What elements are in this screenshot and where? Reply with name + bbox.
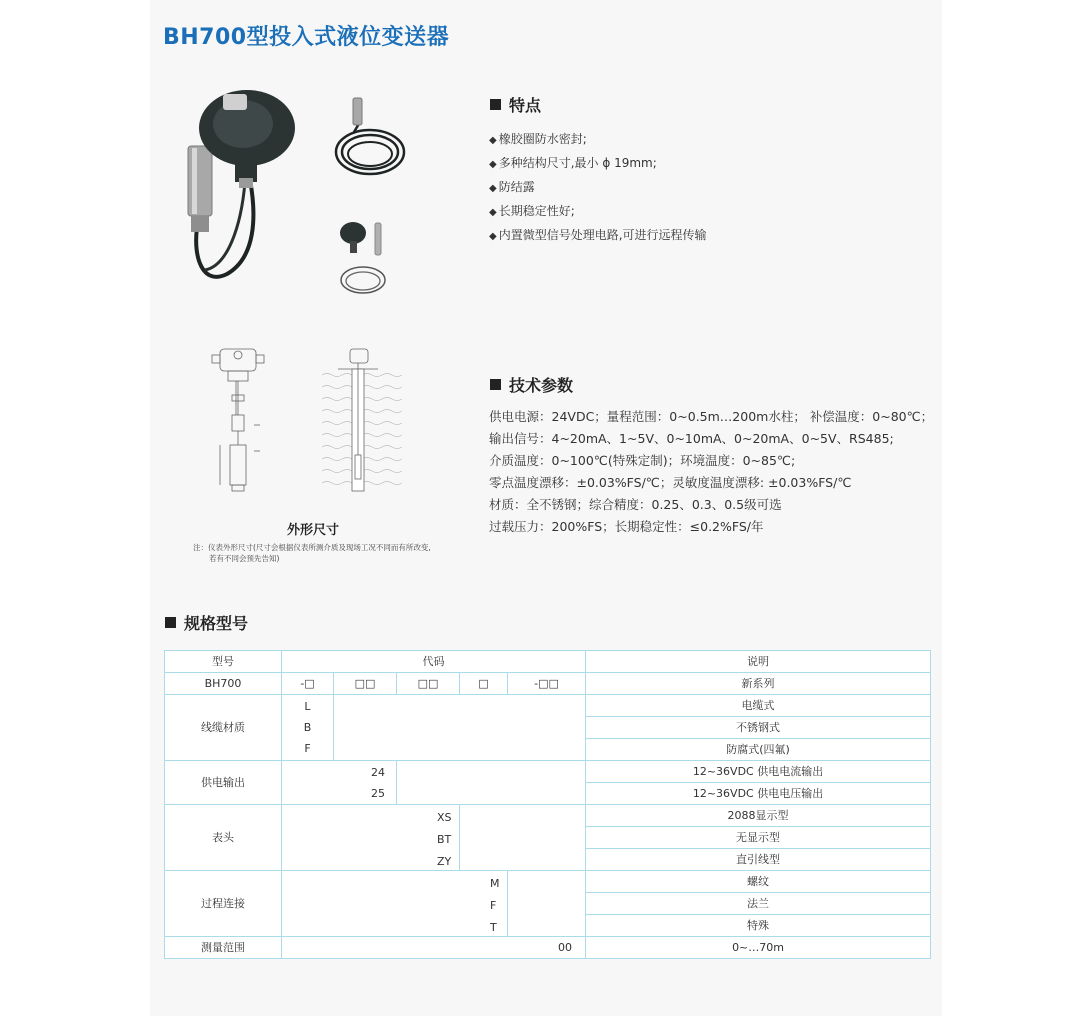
desc-cell: 不锈钢式 bbox=[586, 717, 931, 739]
table-row bbox=[165, 871, 931, 893]
header-desc: 说明 bbox=[586, 651, 931, 673]
feature-item: ◆ 内置微型信号处理电路,可进行远程传输 bbox=[489, 228, 707, 242]
table-row bbox=[165, 761, 931, 783]
code-cell: □ bbox=[460, 673, 508, 695]
code-list: 24 25 bbox=[282, 761, 397, 805]
feature-item: ◆ 防结露 bbox=[489, 180, 535, 194]
desc-cell: 特殊 bbox=[586, 915, 931, 937]
dimension-drawing-front bbox=[198, 345, 278, 497]
tech-line: 过载压力：200%FS；长期稳定性：≤0.2%FS/年 bbox=[489, 519, 764, 534]
tech-params bbox=[489, 406, 933, 538]
dimension-drawing-installation bbox=[318, 345, 403, 495]
blank-cell bbox=[397, 761, 586, 805]
table-row-model bbox=[165, 673, 931, 695]
desc-cell: 0~…70m bbox=[586, 937, 931, 959]
desc-cell: 新系列 bbox=[586, 673, 931, 695]
group-label: 线缆材质 bbox=[165, 695, 282, 761]
dimensions-caption: 外形尺寸 bbox=[287, 523, 340, 538]
table-row bbox=[165, 937, 931, 959]
table-row bbox=[165, 695, 931, 717]
blank-cell bbox=[334, 695, 586, 761]
feature-item: ◆ 橡胶圈防水密封; bbox=[489, 132, 587, 146]
feature-item: ◆ 长期稳定性好; bbox=[489, 204, 575, 218]
group-label: 过程连接 bbox=[165, 871, 282, 937]
desc-cell: 法兰 bbox=[586, 893, 931, 915]
code-list: L B F bbox=[282, 695, 334, 761]
group-label: 供电输出 bbox=[165, 761, 282, 805]
code-list: 00 bbox=[282, 937, 586, 959]
cable-probe-photo bbox=[330, 92, 410, 182]
model-cell: BH700 bbox=[165, 673, 282, 695]
tech-line: 介质温度：0~100℃(特殊定制)；环境温度：0~85℃; bbox=[489, 453, 796, 468]
tech-heading: 技术参数 bbox=[490, 373, 573, 396]
code-list: XS BT ZY bbox=[282, 805, 460, 871]
desc-cell: 防腐式(四氟) bbox=[586, 739, 931, 761]
square-bullet-icon bbox=[490, 379, 501, 390]
desc-cell: 电缆式 bbox=[586, 695, 931, 717]
features-list bbox=[489, 128, 707, 248]
features-heading: 特点 bbox=[490, 93, 541, 116]
diamond-bullet-icon: ◆ bbox=[489, 135, 497, 146]
header-model: 型号 bbox=[165, 651, 282, 673]
feature-item: ◆ 多种结构尺寸,最小 ϕ 19mm; bbox=[489, 156, 657, 170]
desc-cell: 无显示型 bbox=[586, 827, 931, 849]
diamond-bullet-icon: ◆ bbox=[489, 207, 497, 218]
diamond-bullet-icon: ◆ bbox=[489, 159, 497, 170]
square-bullet-icon bbox=[165, 617, 176, 628]
square-bullet-icon bbox=[490, 99, 501, 110]
spec-table bbox=[164, 650, 931, 959]
tech-line: 输出信号：4~20mA、1~5V、0~10mA、0~20mA、0~5V、RS485; bbox=[489, 431, 894, 446]
diamond-bullet-icon: ◆ bbox=[489, 231, 497, 242]
desc-cell: 直引线型 bbox=[586, 849, 931, 871]
desc-cell: 2088显示型 bbox=[586, 805, 931, 827]
table-row bbox=[165, 805, 931, 827]
compact-transmitter-photo bbox=[335, 215, 395, 300]
diamond-bullet-icon: ◆ bbox=[489, 183, 497, 194]
spec-heading: 规格型号 bbox=[165, 611, 248, 634]
blank-cell bbox=[508, 871, 586, 937]
code-list: M F T bbox=[282, 871, 508, 937]
table-header-row bbox=[165, 651, 931, 673]
desc-cell: 螺纹 bbox=[586, 871, 931, 893]
page-title: BH700型投入式液位变送器 bbox=[163, 25, 450, 50]
group-label: 测量范围 bbox=[165, 937, 282, 959]
blank-cell bbox=[460, 805, 586, 871]
group-label: 表头 bbox=[165, 805, 282, 871]
tech-line: 零点温度漂移：±0.03%FS/℃；灵敏度温度漂移: ±0.03%FS/℃ bbox=[489, 475, 852, 490]
code-cell: □□ bbox=[334, 673, 397, 695]
code-cell: □□ bbox=[397, 673, 460, 695]
desc-cell: 12~36VDC 供电电流输出 bbox=[586, 761, 931, 783]
transmitter-photo bbox=[175, 88, 310, 288]
header-code: 代码 bbox=[282, 651, 586, 673]
code-cell: -□□ bbox=[508, 673, 586, 695]
code-cell: -□ bbox=[282, 673, 334, 695]
desc-cell: 12~36VDC 供电电压输出 bbox=[586, 783, 931, 805]
dimensions-note: 注：仪表外形尺寸(尺寸会根据仪表所测介质及现场工况不同而有所改变, 若有不同会预先告知) bbox=[193, 543, 431, 563]
tech-line: 材质：全不锈钢；综合精度：0.25、0.3、0.5级可选 bbox=[489, 497, 782, 512]
tech-line: 供电电源：24VDC；量程范围：0~0.5m…200m水柱； 补偿温度：0~80℃； bbox=[489, 409, 934, 424]
